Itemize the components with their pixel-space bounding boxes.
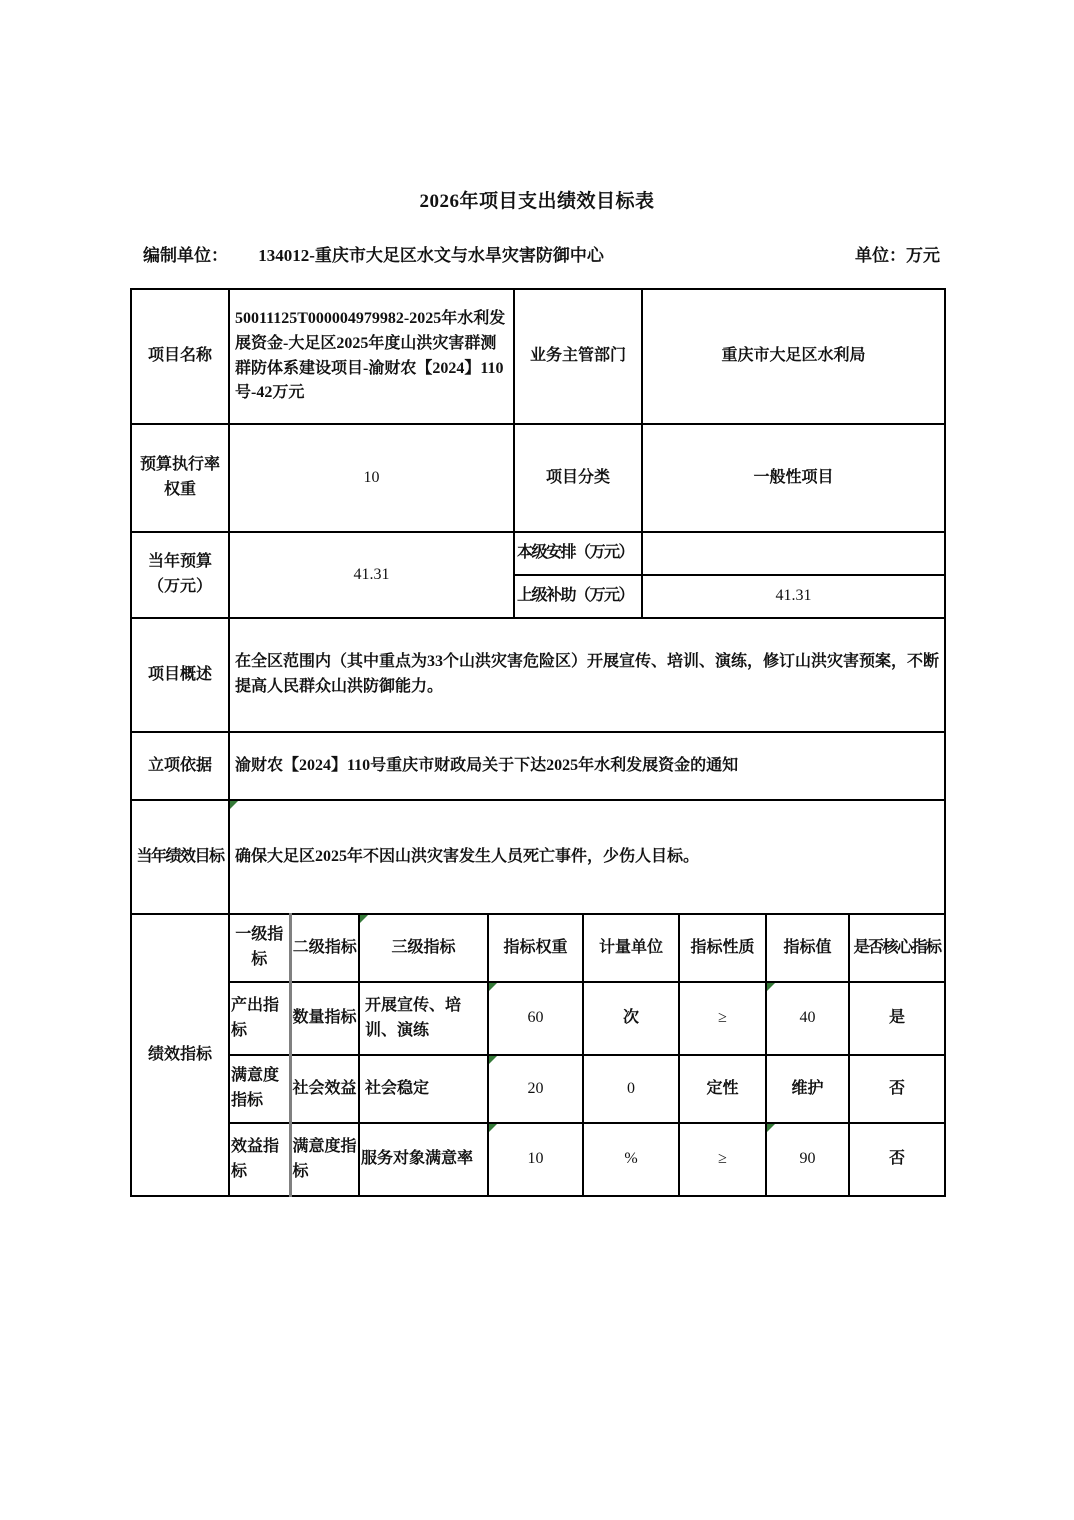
basis-label-cell: 立项依据 bbox=[131, 732, 229, 800]
indicator-header-unit: 计量单位 bbox=[583, 914, 679, 982]
indicator-l2-cell: 社会效益 bbox=[290, 1055, 359, 1123]
dept-value-cell: 重庆市大足区水利局 bbox=[642, 289, 945, 424]
indicator-row bbox=[131, 1123, 945, 1196]
indicator-value-cell bbox=[766, 1123, 849, 1196]
indicator-header-level3 bbox=[359, 914, 488, 982]
indicator-core-cell: 否 bbox=[849, 1055, 945, 1123]
indicator-l3-cell: 开展宣传、培训、演练 bbox=[359, 982, 488, 1055]
indicator-weight-cell bbox=[488, 1055, 583, 1123]
indicator-header-level2: 二级指标 bbox=[290, 914, 359, 982]
indicator-unit-cell: 0 bbox=[583, 1055, 679, 1123]
indicator-l1-cell: 效益指标 bbox=[229, 1123, 290, 1196]
indicator-header-weight: 指标权重 bbox=[488, 914, 583, 982]
indicator-header-level1: 一级指标 bbox=[229, 914, 290, 982]
cell-flag-icon bbox=[767, 983, 775, 991]
indicator-l1-cell: 产出指标 bbox=[229, 982, 290, 1055]
indicator-unit-cell: 次 bbox=[583, 982, 679, 1055]
cell-flag-icon bbox=[489, 1124, 497, 1132]
basis-value-cell: 渝财农【2024】110号重庆市财政局关于下达2025年水利发展资金的通知 bbox=[229, 732, 945, 800]
superior-subsidy-label-cell: 上级补助（万元） bbox=[514, 575, 642, 618]
indicator-nature-cell: 定性 bbox=[679, 1055, 766, 1123]
indicator-unit-cell: % bbox=[583, 1123, 679, 1196]
indicator-row bbox=[131, 1055, 945, 1123]
cell-flag-icon bbox=[489, 1056, 497, 1064]
annual-budget-label-cell: 当年预算（万元） bbox=[131, 532, 229, 618]
indicator-header-level3-text: 三级指标 bbox=[391, 938, 456, 956]
category-label-cell: 项目分类 bbox=[514, 424, 642, 532]
indicator-value-text: 40 bbox=[799, 1009, 816, 1027]
indicator-value-cell: 维护 bbox=[766, 1055, 849, 1123]
indicator-header-core: 是否核心指标 bbox=[849, 914, 945, 982]
project-name-label-cell: 项目名称 bbox=[131, 289, 229, 424]
indicator-l3-cell: 社会稳定 bbox=[359, 1055, 488, 1123]
indicator-value-text: 90 bbox=[799, 1150, 816, 1168]
category-value-cell: 一般性项目 bbox=[642, 424, 945, 532]
indicator-row bbox=[131, 982, 945, 1055]
goal-value: 确保大足区2025年不因山洪灾害发生人员死亡事件，少伤人目标。 bbox=[235, 847, 700, 865]
indicator-weight-cell bbox=[488, 982, 583, 1055]
indicator-l1-cell: 满意度指标 bbox=[229, 1055, 290, 1123]
cell-flag-icon bbox=[230, 801, 238, 809]
dept-label-cell: 业务主管部门 bbox=[514, 289, 642, 424]
page-title: 2026年项目支出绩效目标表 bbox=[419, 191, 655, 212]
goal-value-cell bbox=[229, 800, 945, 914]
cell-flag-icon bbox=[767, 1124, 775, 1132]
budget-rate-label-cell: 预算执行率权重 bbox=[131, 424, 229, 532]
goal-label-cell: 当年绩效目标 bbox=[131, 800, 229, 914]
prepared-by-value: 134012-重庆市大足区水文与水旱灾害防御中心 bbox=[258, 246, 604, 265]
unit-label: 单位：万元 bbox=[855, 246, 940, 265]
indicator-core-cell: 是 bbox=[849, 982, 945, 1055]
indicator-core-cell: 否 bbox=[849, 1123, 945, 1196]
prepared-by-label: 编制单位： bbox=[143, 246, 228, 265]
indicator-weight-value: 20 bbox=[527, 1079, 544, 1097]
overview-value-cell: 在全区范围内（其中重点为33个山洪灾害危险区）开展宣传、培训、演练，修订山洪灾害预案，不断提高人民群众山洪防御能力。 bbox=[229, 618, 945, 732]
local-arrange-label-cell: 本级安排（万元） bbox=[514, 532, 642, 575]
indicator-l2-cell: 数量指标 bbox=[290, 982, 359, 1055]
indicator-value-cell bbox=[766, 982, 849, 1055]
budget-rate-value-cell: 10 bbox=[229, 424, 514, 532]
cell-flag-icon bbox=[489, 983, 497, 991]
indicator-header-value: 指标值 bbox=[766, 914, 849, 982]
overview-label-cell: 项目概述 bbox=[131, 618, 229, 732]
superior-subsidy-value-cell: 41.31 bbox=[642, 575, 945, 618]
indicator-weight-value: 60 bbox=[527, 1009, 544, 1027]
indicator-nature-cell: ≥ bbox=[679, 1123, 766, 1196]
project-name-value-cell: 50011125T000004979982-2025年水利发展资金-大足区2025年度山洪灾害群测群防体系建设项目-渝财农【2024】110号-42万元 bbox=[229, 289, 514, 424]
indicator-header-nature: 指标性质 bbox=[679, 914, 766, 982]
indicator-l2-cell: 满意度指标 bbox=[290, 1123, 359, 1196]
indicator-weight-value: 10 bbox=[527, 1150, 544, 1168]
annual-budget-value-cell: 41.31 bbox=[229, 532, 514, 618]
indicator-l3-cell: 服务对象满意率 bbox=[359, 1123, 488, 1196]
meta-row bbox=[130, 241, 944, 266]
indicator-nature-cell: ≥ bbox=[679, 982, 766, 1055]
indicator-weight-cell bbox=[488, 1123, 583, 1196]
indicators-label-cell: 绩效指标 bbox=[131, 914, 229, 1196]
prepared-by bbox=[130, 241, 604, 266]
local-arrange-value-cell bbox=[642, 532, 945, 575]
cell-flag-icon bbox=[360, 915, 368, 923]
performance-target-table bbox=[130, 288, 946, 1197]
